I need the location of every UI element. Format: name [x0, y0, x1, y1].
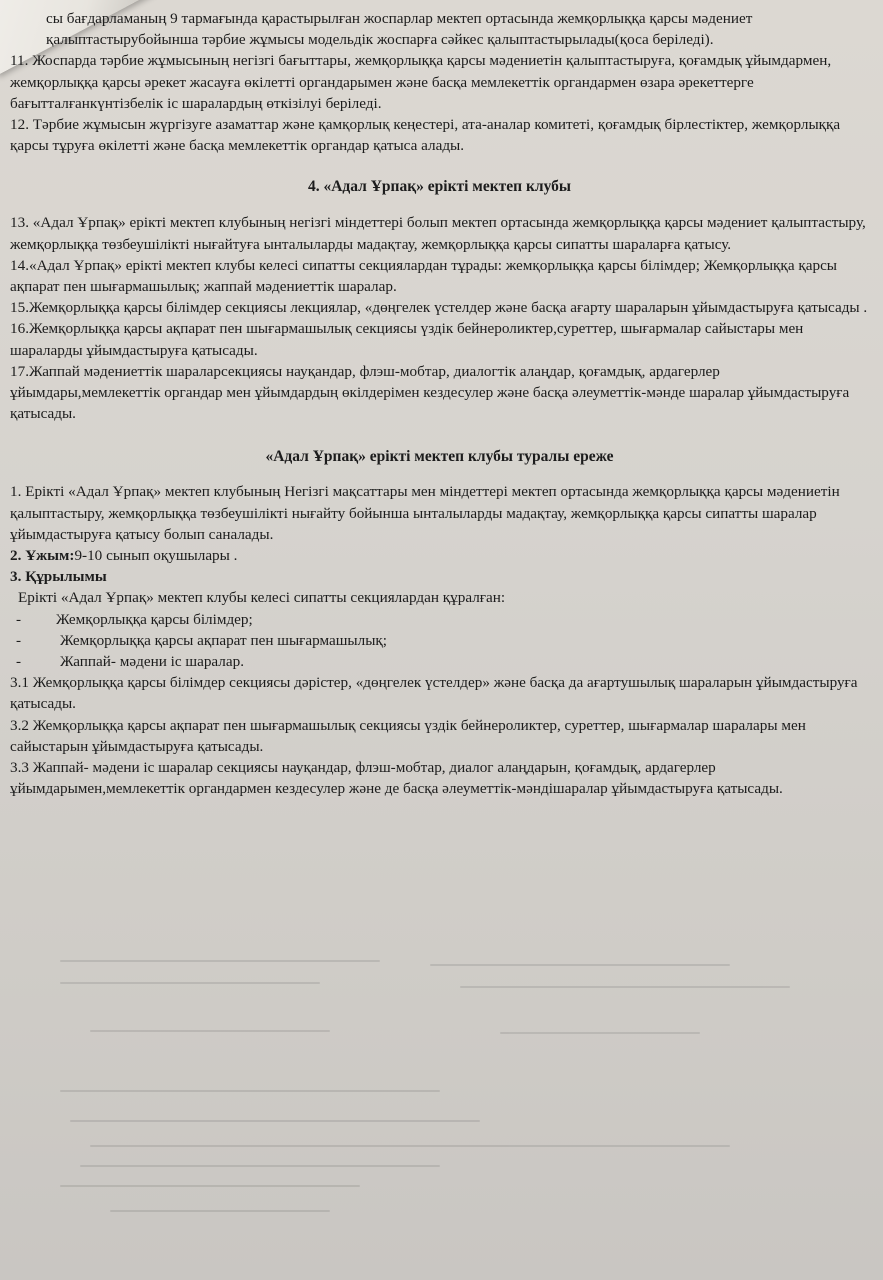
- rules-paragraph-2: [10, 545, 869, 566]
- list-item-text: Жемқорлыққа қарсы ақпарат пен шығармашылық;: [60, 631, 388, 649]
- section-4-title: 4. «Адал Ұрпақ» ерікті мектеп клубы: [307, 178, 571, 196]
- paragraph-17: 17.Жаппай мәдениеттік шараларсекциясы науқандар, флэш-мобтар, диалогтік алаңдар, қоғамдық, ардагерлер ұйымдары,мемлекеттік органдар мен ұйымдардың өкілдерімен кездесулер және басқа әлеуметтік-мәнде шаралар ұйымдастыруға қатысады.: [10, 362, 850, 423]
- structure-intro: Ерікті «Адал Ұрпақ» мектеп клубы келесі сипатты секциялардан құралған:: [18, 589, 506, 607]
- dash-marker: -: [16, 653, 22, 671]
- rules-title: «Адал Ұрпақ» ерікті мектеп клубы туралы ереже: [265, 448, 614, 466]
- paragraph-13: 13. «Адал Ұрпақ» ерікті мектеп клубының негізгі міндеттері болып мектеп ортасында жемқорлыққа қарсы мәдениет қалыптастыру, жемқорлыққа төзбеушілікті нығайтуға ынталыларды мадақтау, жемқорлыққа қарсы сипатты шараларға қатысу.: [10, 214, 866, 253]
- collective-value: 9-10 сынып оқушылары .: [74, 547, 238, 565]
- list-item: [10, 609, 869, 630]
- paragraph-15: 15.Жемқорлыққа қарсы білімдер секциясы лекциялар, «дөңгелек үстелдер және басқа ағарту шараларын ұйымдастыруға қатысады .: [10, 299, 868, 317]
- rules-paragraph-3-3: 3.3 Жаппай- мәдени іс шаралар секциясы науқандар, флэш-мобтар, диалог алаңдарын, қоғамдық, ардагерлер ұйымдарымен,мемлекеттік органдармен кездесулер және де басқа әлеуметтік-мәндішаралар ұйымдастыруға қатысады.: [10, 759, 783, 798]
- bleed-through-text: [0, 960, 883, 1280]
- rules-paragraph-1: 1. Ерікті «Адал Ұрпақ» мектеп клубының Негізгі мақсаттары мен міндеттері мектеп ортасында жемқорлыққа қарсы мәдениетін қалыптастыру, жемқорлыққа төзбеушілікті нығайту бойынша ынталыларды мадақтау, жемқорлыққа қарсы сипатты шаралар ұйымдастыруға қатысу болып саналады.: [10, 483, 840, 543]
- paragraph-11: 11. Жоспарда тәрбие жұмысының негізгі бағыттары, жемқорлыққа қарсы мәдениетін қалыптастыруға, қоғамдық ұйымдармен, жемқорлыққа қарсы әрекет жасауға өкілетті органдарымен және басқа мемлекеттік органдармен өзара әрекеттерге бағытталғанкүнтізбелік іс шаралардың өткізілуі беріледі.: [10, 52, 832, 112]
- dash-marker: -: [16, 610, 22, 628]
- paragraph-12: 12. Тәрбие жұмысын жүргізуге азаматтар және қамқорлық кеңестері, ата-аналар комитеті, қоғамдық бірлестіктер, жемқорлыққа қарсы тұруға өкілетті және басқа мемлекеттік органдар қатыса алады.: [10, 116, 841, 155]
- list-item-text: Жемқорлыққа қарсы білімдер;: [56, 610, 253, 628]
- list-item: [10, 630, 869, 651]
- intro-continuation: сы бағдарламаның 9 тармағында қарастырылған жоспарлар мектеп ортасында жемқорлыққа қарсы мәдениет қалыптастырубойынша тәрбие жұмысы модельдік жоспарға сәйкес қалыптастырылады(қоса беріледі).: [46, 10, 753, 49]
- rules-paragraph-3-1: 3.1 Жемқорлыққа қарсы білімдер секциясы дәрістер, «дөңгелек үстелдер» және басқа да ағартушылық шараларын ұйымдастыруға қатысады.: [10, 674, 858, 713]
- collective-label: 2. Ұжым:: [10, 547, 75, 565]
- structure-title: 3. Құрылымы: [10, 568, 107, 586]
- paragraph-16: 16.Жемқорлыққа қарсы ақпарат пен шығармашылық секциясы үздік бейнероликтер,суреттер, шығармалар сайыстары мен шараларды ұйымдастыруға қатысады.: [10, 320, 804, 359]
- paragraph-14: 14.«Адал Ұрпақ» ерікті мектеп клубы келесі сипатты секциялардан тұрады: жемқорлыққа қарсы білімдер; Жемқорлыққа қарсы ақпарат пен шығармашылық; жаппай мәдениеттік шаралар.: [10, 256, 838, 296]
- list-item-text: Жаппай- мәдени іс шаралар.: [60, 653, 244, 671]
- dash-marker: -: [16, 631, 22, 649]
- list-item: [10, 651, 869, 672]
- rules-paragraph-3-2: 3.2 Жемқорлыққа қарсы ақпарат пен шығармашылық секциясы үздік бейнероликтер, суреттер, шығармалар шаралары мен сайыстарын ұйымдастыруға қатысады.: [10, 716, 806, 755]
